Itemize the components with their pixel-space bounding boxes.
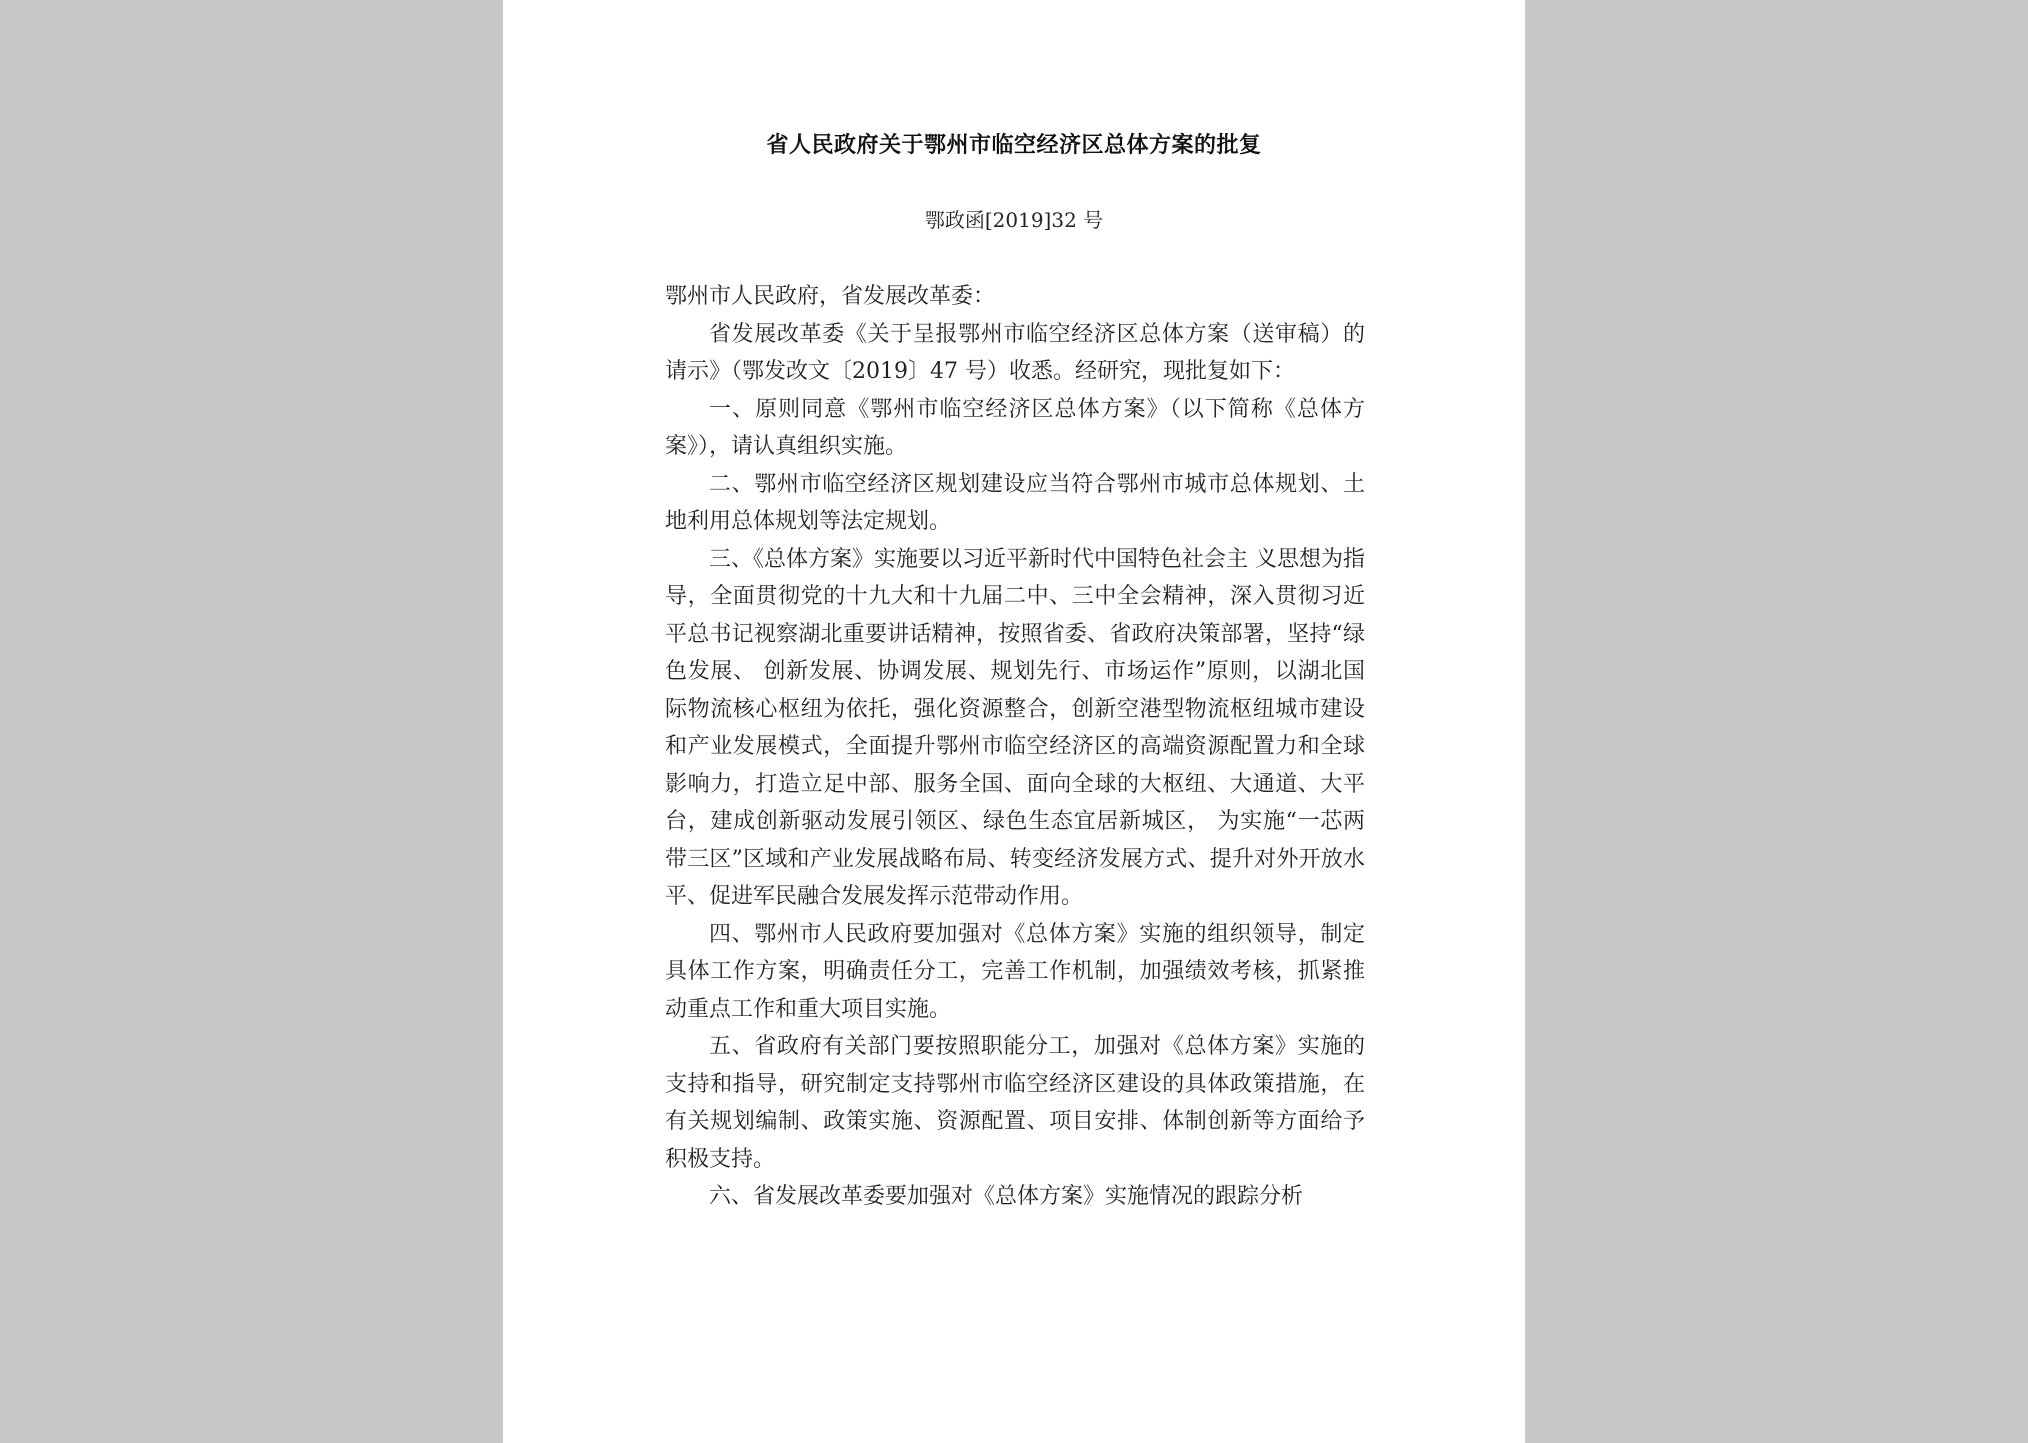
paragraph-intro: 省发展改革委《关于呈报鄂州市临空经济区总体方案（送审稿）的请示》（鄂发改文〔2019〕47 号）收悉。经研究，现批复如下： xyxy=(665,321,1365,384)
paragraph-1: 一、原则同意《鄂州市临空经济区总体方案》（以下简称《总体方案》），请认真组织实施。 xyxy=(665,396,1365,459)
addressee: 鄂州市人民政府，省发展改革委： xyxy=(665,284,996,309)
document-body xyxy=(665,278,1365,1216)
paragraph-6: 六、省发展改革委要加强对《总体方案》实施情况的跟踪分析 xyxy=(709,1184,1304,1209)
paragraph-4: 四、鄂州市人民政府要加强对《总体方案》实施的组织领导，制定具体工作方案，明确责任分工，完善工作机制，加强绩效考核，抓紧推动重点工作和重大项目实施。 xyxy=(665,921,1365,1022)
paragraph-5: 五、省政府有关部门要按照职能分工，加强对《总体方案》实施的支持和指导，研究制定支持鄂州市临空经济区建设的具体政策措施，在有关规划编制、政策实施、资源配置、项目安排、体制创新等方面给予积极支持。 xyxy=(665,1034,1365,1172)
paragraph-2: 二、鄂州市临空经济区规划建设应当符合鄂州市城市总体规划、土地利用总体规划等法定规划。 xyxy=(665,471,1365,534)
document-page xyxy=(503,0,1525,1443)
paragraph-3: 三、《总体方案》实施要以习近平新时代中国特色社会主 义思想为指导，全面贯彻党的十九大和十九届二中、三中全会精神，深入贯彻习近平总书记视察湖北重要讲话精神，按照省委、省政府决策部署，坚持“绿色发展、 创新发展、协调发展、规划先行、市场运作”原则，以湖北国际物流核心枢纽为依托，强化资源整合，创新空港型物流枢纽城市建设和产业发展模式，全面提升鄂州市临空经济区的高端资源配置力和全球影响力，打造立足中部、服务全国、面向全球的大枢纽、大通道、大平台，建成创新驱动发展引领区、绿色生态宜居新城区， 为实施“一芯两带三区”区域和产业发展战略布局、转变经济发展方式、提升对外开放水平、促进军民融合发展发挥示范带动作用。 xyxy=(665,546,1365,909)
document-title: 省人民政府关于鄂州市临空经济区总体方案的批复 xyxy=(766,133,1262,158)
document-number: 鄂政函[2019]32 号 xyxy=(924,208,1104,232)
